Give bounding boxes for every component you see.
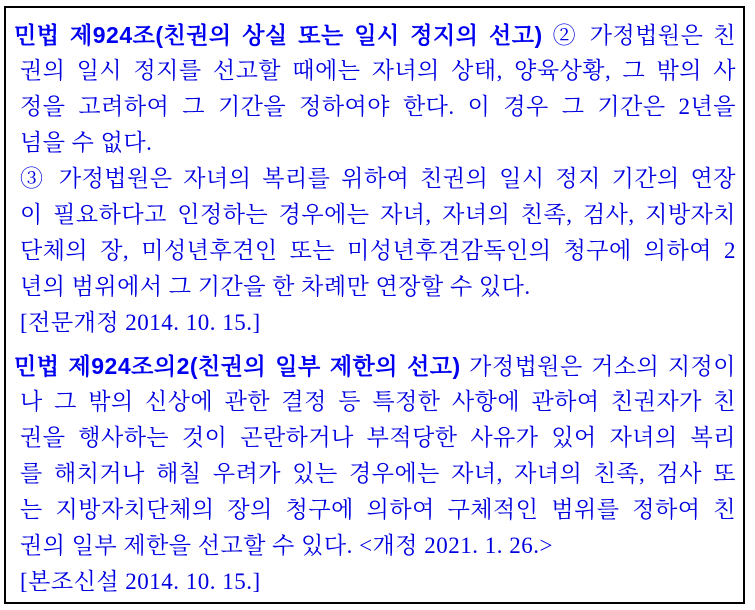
text-line bbox=[14, 492, 736, 528]
article-civil-act-article-924-2 bbox=[14, 348, 736, 600]
text-line bbox=[14, 564, 736, 600]
text-line bbox=[14, 384, 736, 420]
article-body-text: 권의 일시 정지를 선고할 때에는 자녀의 상태, 양육상황, 그 밖의 사 bbox=[20, 58, 736, 83]
text-line bbox=[14, 420, 736, 456]
article-body-text: 정을 고려하여 그 기간을 정하여야 한다. 이 경우 그 기간은 2년을 bbox=[20, 94, 736, 119]
text-line bbox=[14, 348, 736, 384]
article-body-text: 는 지방자치단체의 장의 청구에 의하여 구체적인 범위를 정하여 친 bbox=[20, 497, 736, 522]
article-civil-act-article-924 bbox=[14, 17, 736, 341]
article-body-text: 가정법원은 거소의 지정이 bbox=[460, 354, 736, 379]
text-line bbox=[14, 161, 736, 197]
text-line bbox=[14, 89, 736, 125]
article-body-text: ③ 가정법원은 자녀의 복리를 위하여 친권의 일시 정지 기간의 연장 bbox=[20, 166, 736, 191]
text-line bbox=[14, 197, 736, 233]
article-heading: 민법 제924조(친권의 상실 또는 일시 정지의 선고) bbox=[14, 22, 543, 48]
article-body-text: 년의 범위에서 그 기간을 한 차례만 연장할 수 있다. bbox=[20, 274, 531, 299]
article-body-text: ② 가정법원은 친 bbox=[542, 23, 736, 48]
text-line bbox=[14, 528, 736, 564]
article-body-text: 단체의 장, 미성년후견인 또는 미성년후견감독인의 청구에 의하여 2 bbox=[20, 238, 736, 263]
article-heading: 민법 제924조의2(친권의 일부 제한의 선고) bbox=[14, 353, 461, 379]
text-line bbox=[14, 269, 736, 305]
article-body-text: [본조신설 2014. 10. 15.] bbox=[20, 569, 261, 594]
article-body-text: 를 해치거나 해칠 우려가 있는 경우에는 자녀, 자녀의 친족, 검사 또 bbox=[20, 461, 736, 486]
text-line bbox=[14, 53, 736, 89]
article-body-text: 권의 일부 제한을 선고할 수 있다. <개정 2021. 1. 26.> bbox=[20, 533, 553, 558]
text-line bbox=[14, 125, 736, 161]
article-body-text: 넘을 수 없다. bbox=[20, 130, 153, 155]
article-body-text: 나 그 밖의 신상에 관한 결정 등 특정한 사항에 관하여 친권자가 친 bbox=[20, 389, 736, 414]
text-line bbox=[14, 17, 736, 53]
article-body-text: 이 필요하다고 인정하는 경우에는 자녀, 자녀의 친족, 검사, 지방자치 bbox=[20, 202, 736, 227]
text-line bbox=[14, 233, 736, 269]
article-body-text: [전문개정 2014. 10. 15.] bbox=[20, 310, 261, 335]
article-body-text: 권을 행사하는 것이 곤란하거나 부적당한 사유가 있어 자녀의 복리 bbox=[20, 425, 736, 450]
articles-container bbox=[6, 8, 743, 600]
text-line bbox=[14, 456, 736, 492]
text-line bbox=[14, 305, 736, 341]
law-text-frame bbox=[4, 6, 745, 604]
